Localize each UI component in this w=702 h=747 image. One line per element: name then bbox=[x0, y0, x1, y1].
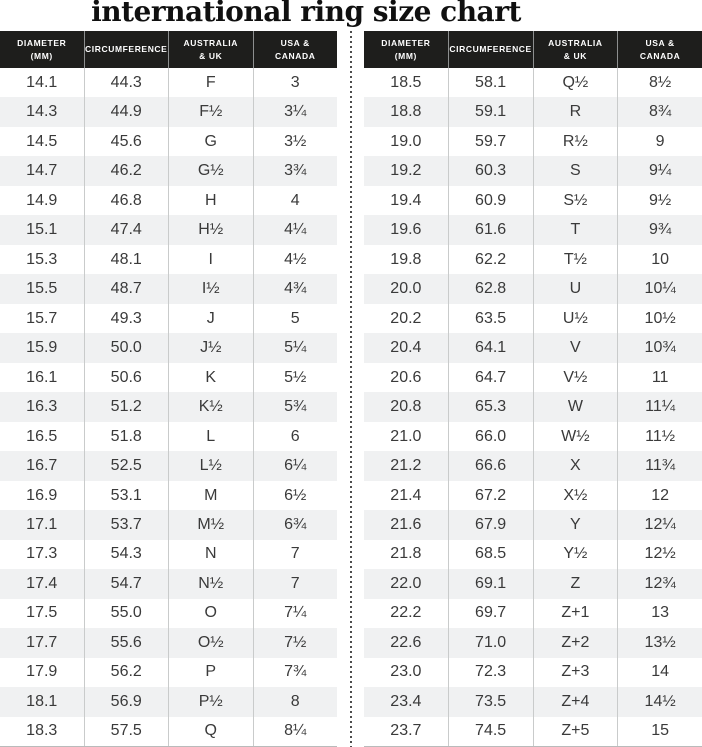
table-cell: 54.7 bbox=[84, 569, 169, 598]
table-cell: I½ bbox=[168, 274, 253, 303]
table-row bbox=[364, 422, 702, 451]
table-row bbox=[364, 127, 702, 156]
table-cell: R bbox=[533, 97, 618, 126]
table-cell: J½ bbox=[168, 333, 253, 362]
table-cell: 60.3 bbox=[448, 156, 533, 185]
table-cell: 8½ bbox=[617, 68, 702, 97]
table-cell: Z+3 bbox=[533, 658, 618, 687]
table-cell: 6¼ bbox=[253, 451, 338, 480]
table-cell: 56.2 bbox=[84, 658, 169, 687]
table-row bbox=[364, 304, 702, 333]
table-cell: 67.9 bbox=[448, 510, 533, 539]
table-row bbox=[0, 628, 337, 657]
table-cell: L½ bbox=[168, 451, 253, 480]
table-cell: 17.9 bbox=[26, 663, 58, 681]
table-cell: 49.3 bbox=[84, 304, 169, 333]
table-cell: 59.7 bbox=[448, 127, 533, 156]
table-row bbox=[364, 687, 702, 716]
table-cell: 50.0 bbox=[84, 333, 169, 362]
column-header-line1: DIAMETER bbox=[381, 37, 431, 48]
table-cell: 16.1 bbox=[26, 368, 58, 386]
table-cell: 48.1 bbox=[84, 245, 169, 274]
table-row bbox=[0, 540, 337, 569]
table-row bbox=[0, 97, 337, 126]
table-cell: L bbox=[168, 422, 253, 451]
table-row bbox=[364, 68, 702, 97]
table-cell: 21.6 bbox=[390, 516, 422, 533]
table-cell: 73.5 bbox=[448, 687, 533, 716]
table-cell: Z+1 bbox=[533, 599, 618, 628]
table-row bbox=[364, 245, 702, 274]
table-cell: 60.9 bbox=[448, 186, 533, 215]
table-cell: X bbox=[533, 451, 618, 480]
table-row bbox=[0, 481, 337, 510]
table-cell: Z+2 bbox=[533, 628, 618, 657]
table-cell: 9 bbox=[617, 127, 702, 156]
table-row bbox=[364, 451, 702, 480]
table-row bbox=[0, 658, 337, 687]
table-cell: 6½ bbox=[253, 481, 338, 510]
table-cell: 3 bbox=[253, 68, 338, 97]
table-cell: 15.5 bbox=[26, 280, 58, 298]
table-cell: 11½ bbox=[617, 422, 702, 451]
table-cell: K½ bbox=[168, 392, 253, 421]
table-cell: 19.6 bbox=[390, 221, 422, 239]
table-cell: 66.6 bbox=[448, 451, 533, 480]
column-header-line2: (MM) bbox=[394, 50, 417, 61]
column-header bbox=[253, 31, 338, 68]
table-cell: 64.7 bbox=[448, 363, 533, 392]
table-cell: 66.0 bbox=[448, 422, 533, 451]
table-row bbox=[0, 215, 337, 244]
table-cell: 23.0 bbox=[390, 663, 422, 681]
table-row bbox=[0, 422, 337, 451]
table-row bbox=[364, 274, 702, 303]
table-row bbox=[364, 658, 702, 687]
table-cell: 6 bbox=[253, 422, 338, 451]
table-row bbox=[0, 274, 337, 303]
table-row bbox=[0, 599, 337, 628]
ring-size-table-right bbox=[364, 31, 702, 747]
table-cell: 3¼ bbox=[253, 97, 338, 126]
table-cell: 74.5 bbox=[448, 717, 533, 746]
table-cell: 18.5 bbox=[390, 73, 422, 91]
table-cell: 57.5 bbox=[84, 717, 169, 746]
table-cell: Q bbox=[168, 717, 253, 746]
table-cell: 15 bbox=[617, 717, 702, 746]
column-header-line1: AUSTRALIA bbox=[548, 37, 603, 48]
table-cell: 18.3 bbox=[26, 722, 58, 740]
table-cell: 9¼ bbox=[617, 156, 702, 185]
table-cell: 22.2 bbox=[390, 604, 422, 622]
table-cell: 68.5 bbox=[448, 540, 533, 569]
table-row bbox=[364, 186, 702, 215]
table-cell: 72.3 bbox=[448, 658, 533, 687]
ring-size-table-left bbox=[0, 31, 337, 747]
table-cell: 54.3 bbox=[84, 540, 169, 569]
table-cell: 14½ bbox=[617, 687, 702, 716]
table-cell: R½ bbox=[533, 127, 618, 156]
column-header bbox=[364, 31, 448, 68]
table-cell: 19.8 bbox=[390, 250, 422, 268]
table-cell: W½ bbox=[533, 422, 618, 451]
table-cell: 20.0 bbox=[390, 280, 422, 298]
table-cell: 11¾ bbox=[617, 451, 702, 480]
table-cell: 21.0 bbox=[390, 427, 422, 445]
table-row bbox=[0, 451, 337, 480]
table-row bbox=[0, 304, 337, 333]
table-cell: T½ bbox=[533, 245, 618, 274]
table-cell: O bbox=[168, 599, 253, 628]
table-cell: 51.8 bbox=[84, 422, 169, 451]
table-cell: 53.7 bbox=[84, 510, 169, 539]
table-cell: O½ bbox=[168, 628, 253, 657]
table-cell: 20.6 bbox=[390, 368, 422, 386]
table-cell: 19.2 bbox=[390, 162, 422, 180]
table-cell: 8 bbox=[253, 687, 338, 716]
table-cell: H bbox=[168, 186, 253, 215]
table-cell: 9½ bbox=[617, 186, 702, 215]
table-cell: 71.0 bbox=[448, 628, 533, 657]
column-header bbox=[448, 31, 533, 68]
table-cell: 69.1 bbox=[448, 569, 533, 598]
table-cell: H½ bbox=[168, 215, 253, 244]
table-row bbox=[364, 540, 702, 569]
table-cell: 17.5 bbox=[26, 604, 58, 622]
table-cell: X½ bbox=[533, 481, 618, 510]
table-cell: Z+4 bbox=[533, 687, 618, 716]
table-cell: 4¼ bbox=[253, 215, 338, 244]
table-cell: 23.4 bbox=[390, 692, 422, 710]
table-cell: 12 bbox=[617, 481, 702, 510]
table-cell: 15.3 bbox=[26, 250, 58, 268]
table-row bbox=[364, 628, 702, 657]
table-cell: 14.1 bbox=[26, 73, 58, 91]
table-cell: 44.3 bbox=[84, 68, 169, 97]
column-header-line2: (MM) bbox=[30, 50, 53, 61]
column-header bbox=[0, 31, 84, 68]
table-cell: 5¾ bbox=[253, 392, 338, 421]
table-row bbox=[0, 333, 337, 362]
table-cell: F½ bbox=[168, 97, 253, 126]
table-cell: 63.5 bbox=[448, 304, 533, 333]
table-cell: Y½ bbox=[533, 540, 618, 569]
column-header bbox=[617, 31, 702, 68]
table-row bbox=[0, 510, 337, 539]
table-cell: T bbox=[533, 215, 618, 244]
table-cell: 45.6 bbox=[84, 127, 169, 156]
table-cell: 15.1 bbox=[26, 221, 58, 239]
table-cell: 23.7 bbox=[390, 722, 422, 740]
table-row bbox=[364, 481, 702, 510]
table-cell: 47.4 bbox=[84, 215, 169, 244]
table-cell: G bbox=[168, 127, 253, 156]
table-row bbox=[0, 687, 337, 716]
column-header bbox=[533, 31, 618, 68]
table-cell: M bbox=[168, 481, 253, 510]
table-cell: 21.4 bbox=[390, 486, 422, 504]
table-cell: 14 bbox=[617, 658, 702, 687]
table-cell: 59.1 bbox=[448, 97, 533, 126]
table-cell: 44.9 bbox=[84, 97, 169, 126]
table-cell: K bbox=[168, 363, 253, 392]
table-cell: 19.4 bbox=[390, 191, 422, 209]
table-cell: 14.3 bbox=[26, 103, 58, 121]
table-cell: V½ bbox=[533, 363, 618, 392]
table-cell: N½ bbox=[168, 569, 253, 598]
table-cell: F bbox=[168, 68, 253, 97]
column-header-line1: CIRCUMFERENCE bbox=[449, 44, 532, 55]
column-header bbox=[168, 31, 253, 68]
table-cell: U bbox=[533, 274, 618, 303]
table-cell: 21.8 bbox=[390, 545, 422, 563]
table-row bbox=[0, 127, 337, 156]
table-cell: 15.7 bbox=[26, 309, 58, 327]
table-cell: 8¾ bbox=[617, 97, 702, 126]
table-cell: 8¼ bbox=[253, 717, 338, 746]
table-row bbox=[0, 156, 337, 185]
table-cell: 12¼ bbox=[617, 510, 702, 539]
column-header bbox=[84, 31, 169, 68]
table-cell: 17.1 bbox=[26, 516, 58, 533]
table-row bbox=[0, 392, 337, 421]
table-row bbox=[0, 363, 337, 392]
table-cell: 62.8 bbox=[448, 274, 533, 303]
table-cell: 4½ bbox=[253, 245, 338, 274]
table-header-row bbox=[364, 31, 702, 68]
table-cell: 17.7 bbox=[26, 633, 58, 651]
table-row bbox=[364, 333, 702, 362]
column-header-line2: & UK bbox=[199, 50, 223, 61]
table-cell: 9¾ bbox=[617, 215, 702, 244]
table-cell: S bbox=[533, 156, 618, 185]
column-header-line1: USA & bbox=[280, 37, 310, 48]
table-cell: Q½ bbox=[533, 68, 618, 97]
table-cell: 62.2 bbox=[448, 245, 533, 274]
table-cell: 18.1 bbox=[26, 692, 58, 710]
table-cell: 10½ bbox=[617, 304, 702, 333]
table-cell: 22.6 bbox=[390, 633, 422, 651]
table-cell: 58.1 bbox=[448, 68, 533, 97]
table-cell: 11¼ bbox=[617, 392, 702, 421]
table-cell: 48.7 bbox=[84, 274, 169, 303]
table-cell: 7¼ bbox=[253, 599, 338, 628]
table-row bbox=[364, 363, 702, 392]
table-cell: 18.8 bbox=[390, 103, 422, 121]
column-header-line1: AUSTRALIA bbox=[183, 37, 238, 48]
table-cell: 6¾ bbox=[253, 510, 338, 539]
table-cell: 7 bbox=[253, 540, 338, 569]
table-row bbox=[0, 717, 337, 746]
table-cell: 16.9 bbox=[26, 486, 58, 504]
table-cell: M½ bbox=[168, 510, 253, 539]
table-cell: Z bbox=[533, 569, 618, 598]
table-cell: 4 bbox=[253, 186, 338, 215]
table-cell: 51.2 bbox=[84, 392, 169, 421]
table-cell: 10¼ bbox=[617, 274, 702, 303]
table-cell: 20.8 bbox=[390, 398, 422, 416]
table-header-row bbox=[0, 31, 337, 68]
table-cell: U½ bbox=[533, 304, 618, 333]
table-cell: 50.6 bbox=[84, 363, 169, 392]
table-cell: Z+5 bbox=[533, 717, 618, 746]
column-header-line1: CIRCUMFERENCE bbox=[85, 44, 168, 55]
table-cell: P½ bbox=[168, 687, 253, 716]
table-cell: 13 bbox=[617, 599, 702, 628]
table-cell: 7¾ bbox=[253, 658, 338, 687]
table-cell: 17.3 bbox=[26, 545, 58, 563]
table-cell: 65.3 bbox=[448, 392, 533, 421]
column-header-line2: CANADA bbox=[275, 50, 316, 61]
table-cell: 5½ bbox=[253, 363, 338, 392]
table-cell: 19.0 bbox=[390, 132, 422, 150]
table-cell: 16.7 bbox=[26, 457, 58, 475]
table-row bbox=[364, 97, 702, 126]
table-cell: 46.2 bbox=[84, 156, 169, 185]
table-cell: 5¼ bbox=[253, 333, 338, 362]
table-cell: 11 bbox=[617, 363, 702, 392]
tables-container bbox=[0, 31, 702, 747]
table-cell: 3½ bbox=[253, 127, 338, 156]
table-cell: 52.5 bbox=[84, 451, 169, 480]
table-row bbox=[0, 245, 337, 274]
table-cell: G½ bbox=[168, 156, 253, 185]
column-header-line1: USA & bbox=[645, 37, 675, 48]
table-cell: 3¾ bbox=[253, 156, 338, 185]
table-cell: 16.3 bbox=[26, 398, 58, 416]
table-cell: 10¾ bbox=[617, 333, 702, 362]
table-row bbox=[0, 186, 337, 215]
table-cell: P bbox=[168, 658, 253, 687]
table-cell: 4¾ bbox=[253, 274, 338, 303]
table-cell: 20.4 bbox=[390, 339, 422, 357]
table-cell: 12½ bbox=[617, 540, 702, 569]
table-row bbox=[0, 569, 337, 598]
table-cell: 13½ bbox=[617, 628, 702, 657]
table-cell: 17.4 bbox=[26, 574, 58, 592]
table-gap bbox=[337, 31, 364, 747]
table-row bbox=[364, 599, 702, 628]
table-row bbox=[364, 510, 702, 539]
page-title: international ring size chart bbox=[91, 0, 521, 28]
table-cell: 14.7 bbox=[26, 162, 58, 180]
table-cell: 56.9 bbox=[84, 687, 169, 716]
column-header-line2: CANADA bbox=[639, 50, 681, 61]
table-cell: 55.6 bbox=[84, 628, 169, 657]
table-cell: 7 bbox=[253, 569, 338, 598]
table-cell: 69.7 bbox=[448, 599, 533, 628]
table-row bbox=[364, 717, 702, 746]
table-cell: 22.0 bbox=[390, 574, 422, 592]
column-header-line2: & UK bbox=[563, 50, 587, 61]
table-cell: V bbox=[533, 333, 618, 362]
table-cell: 14.5 bbox=[26, 132, 58, 150]
table-cell: 67.2 bbox=[448, 481, 533, 510]
dotted-divider bbox=[350, 31, 352, 747]
table-cell: 15.9 bbox=[26, 339, 58, 357]
table-row bbox=[364, 392, 702, 421]
table-cell: 16.5 bbox=[26, 427, 58, 445]
table-row bbox=[0, 68, 337, 97]
table-cell: 64.1 bbox=[448, 333, 533, 362]
table-cell: 5 bbox=[253, 304, 338, 333]
table-cell: N bbox=[168, 540, 253, 569]
table-cell: J bbox=[168, 304, 253, 333]
table-cell: 46.8 bbox=[84, 186, 169, 215]
table-cell: 55.0 bbox=[84, 599, 169, 628]
table-cell: 20.2 bbox=[390, 309, 422, 327]
table-row bbox=[364, 215, 702, 244]
table-cell: W bbox=[533, 392, 618, 421]
table-cell: Y bbox=[533, 510, 618, 539]
table-cell: I bbox=[168, 245, 253, 274]
table-cell: 53.1 bbox=[84, 481, 169, 510]
table-cell: 12¾ bbox=[617, 569, 702, 598]
table-cell: 14.9 bbox=[26, 191, 58, 209]
table-cell: 7½ bbox=[253, 628, 338, 657]
table-row bbox=[364, 156, 702, 185]
table-row bbox=[364, 569, 702, 598]
table-cell: 61.6 bbox=[448, 215, 533, 244]
table-cell: 21.2 bbox=[390, 457, 422, 475]
column-header-line1: DIAMETER bbox=[17, 37, 67, 48]
table-cell: 10 bbox=[617, 245, 702, 274]
table-cell: S½ bbox=[533, 186, 618, 215]
